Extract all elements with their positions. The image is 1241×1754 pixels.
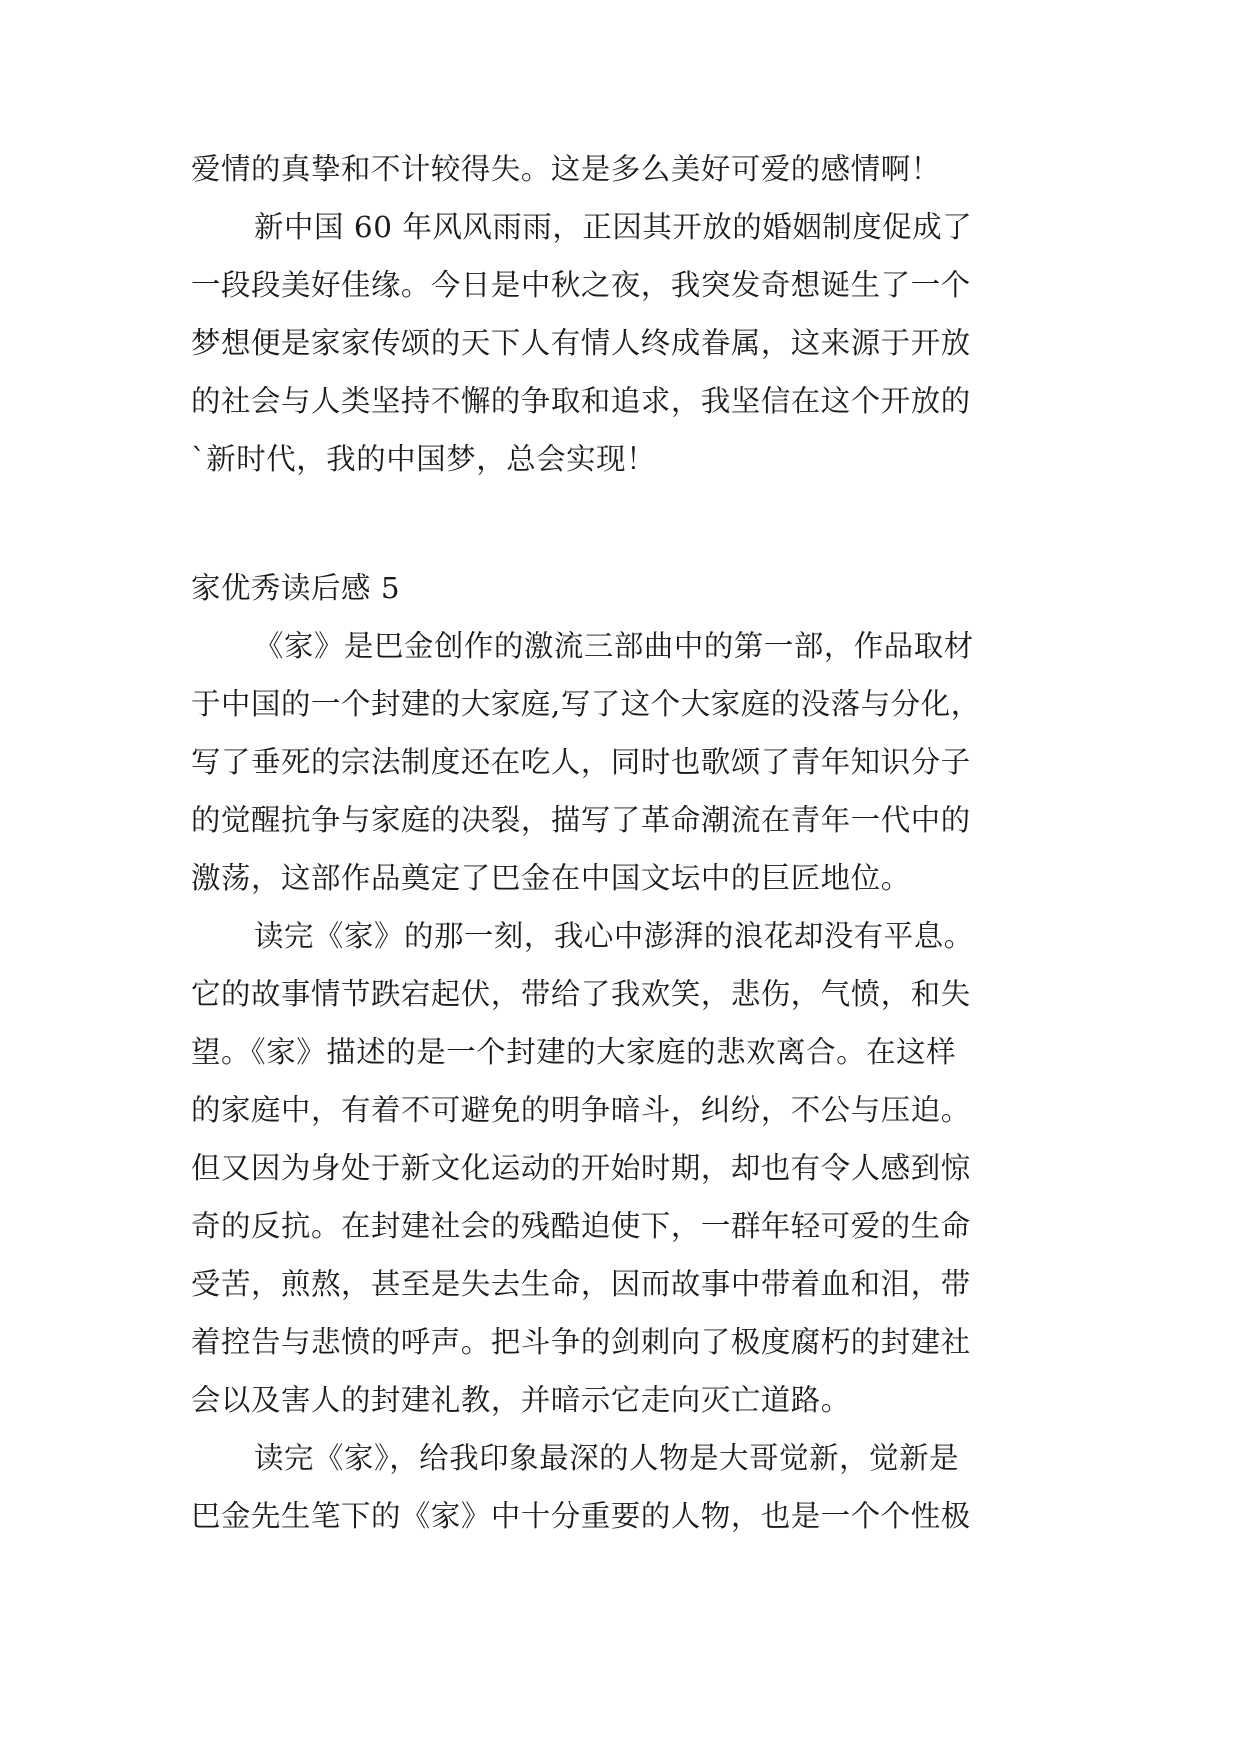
paragraph-first-line: 读完《家》的那一刻，我心中澎湃的浪花却没有平息。	[254, 919, 974, 953]
text-line: 巴金先生笔下的《家》中十分重要的人物，也是一个个性极	[191, 1499, 971, 1533]
text-line: 奇的反抗。在封建社会的残酷迫使下，一群年轻可爱的生命	[191, 1209, 971, 1243]
text-line: 着控告与悲愤的呼声。把斗争的剑刺向了极度腐朽的封建社	[191, 1325, 971, 1359]
text-line: 爱情的真挚和不计较得失。这是多么美好可爱的感情啊！	[191, 152, 941, 186]
text-line: 激荡，这部作品奠定了巴金在中国文坛中的巨匠地位。	[191, 861, 911, 895]
text-line: 但又因为身处于新文化运动的开始时期，却也有令人感到惊	[191, 1151, 971, 1185]
text-line: 一段段美好佳缘。今日是中秋之夜，我突发奇想诞生了一个	[191, 268, 971, 302]
text-line: 它的故事情节跌宕起伏，带给了我欢笑，悲伤，气愤，和失	[191, 977, 971, 1011]
paragraph-first-line: 新中国 60 年风风雨雨，正因其开放的婚姻制度促成了	[254, 210, 973, 244]
paragraph-first-line: 《家》是巴金创作的激流三部曲中的第一部，作品取材	[254, 629, 974, 663]
text-line: 会以及害人的封建礼教，并暗示它走向灭亡道路。	[191, 1383, 851, 1417]
section-heading: 家优秀读后感 5	[191, 571, 401, 605]
text-line: `新时代，我的中国梦，总会实现！	[191, 442, 657, 476]
text-line: 的觉醒抗争与家庭的决裂，描写了革命潮流在青年一代中的	[191, 803, 971, 837]
text-line: 的社会与人类坚持不懈的争取和追求，我坚信在这个开放的	[191, 384, 971, 418]
text-line: 的家庭中，有着不可避免的明争暗斗，纠纷，不公与压迫。	[191, 1093, 971, 1127]
text-line: 梦想便是家家传颂的天下人有情人终成眷属，这来源于开放	[191, 326, 971, 360]
text-line: 望。《家》描述的是一个封建的大家庭的悲欢离合。在这样	[191, 1035, 957, 1069]
paragraph-first-line: 读完《家》，给我印象最深的人物是大哥觉新，觉新是	[254, 1441, 960, 1475]
text-line: 受苦，煎熬，甚至是失去生命，因而故事中带着血和泪，带	[191, 1267, 971, 1301]
text-line: 于中国的一个封建的大家庭,写了这个大家庭的没落与分化，	[191, 687, 981, 721]
text-line: 写了垂死的宗法制度还在吃人，同时也歌颂了青年知识分子	[191, 745, 971, 779]
